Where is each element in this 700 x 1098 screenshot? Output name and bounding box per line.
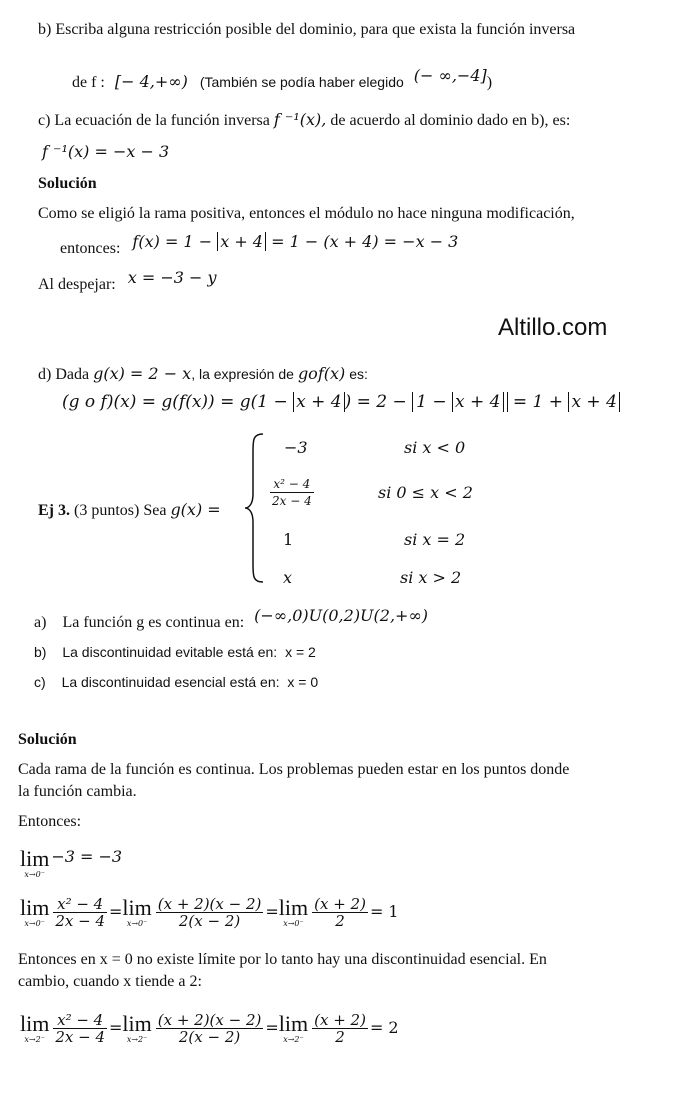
gof-eq-part-2: ) = 2 − xyxy=(344,392,407,412)
gof-eq-part-1: (g o f)(x) = g(f(x)) = g(1 − xyxy=(62,392,288,412)
lim-word: lim xyxy=(20,845,50,871)
gof-eq-abs-3: x + 4 xyxy=(568,392,619,412)
frac-denominator: 2x − 4 xyxy=(55,912,105,930)
item-a-label: a) xyxy=(34,614,47,631)
item-a-value: (−∞,0)U(0,2)U(2,+∞) xyxy=(254,606,429,625)
case-2-condition: si 0 ≤ x < 2 xyxy=(378,483,473,502)
g-definition: g(x) = 2 − x xyxy=(93,364,192,383)
limit-1 xyxy=(20,842,122,880)
frac-numerator: x² − 4 xyxy=(53,896,107,913)
inverse-function-symbol: f ⁻¹(x), xyxy=(273,110,327,129)
part-d-end-text: es: xyxy=(349,366,368,382)
frac-numerator: (x + 2) xyxy=(314,1011,366,1029)
item-b xyxy=(34,642,316,662)
lim-subscript: x→0⁻ xyxy=(126,918,148,928)
solution-heading-2: Solución xyxy=(18,731,77,748)
limit-2 xyxy=(20,892,399,932)
lim-subscript: x→0⁻ xyxy=(24,869,45,879)
part-d-intro xyxy=(38,364,368,385)
equals-sign: = xyxy=(265,1018,279,1037)
domain-note-close: ) xyxy=(486,74,493,91)
frac-numerator: (x + 2)(x − 2) xyxy=(157,1011,262,1029)
lim-subscript: x→0⁻ xyxy=(24,918,45,928)
despejar-line xyxy=(38,268,217,295)
gof-equation xyxy=(62,392,620,412)
f-equation-abs: x + 4 xyxy=(217,232,266,251)
case-4-condition: si x > 2 xyxy=(400,568,462,587)
de-f-label: de f : xyxy=(72,74,105,91)
frac-denominator: 2(x − 2) xyxy=(178,1028,241,1046)
entonces-label: entonces: xyxy=(60,240,121,257)
case-2-value xyxy=(268,476,316,509)
item-c-label: c) xyxy=(34,674,46,690)
ej3-label: Ej 3. xyxy=(38,502,70,519)
lim-word: lim xyxy=(278,1010,309,1036)
frac-numerator: x² − 4 xyxy=(53,1012,107,1029)
solution-2-p2-line2: cambio, cuando x tiende a 2: xyxy=(18,973,202,990)
item-a xyxy=(34,606,429,633)
lim-word: lim xyxy=(20,1010,50,1036)
part-c-question-start: c) La ecuación de la función inversa xyxy=(38,112,270,129)
case-3-value: 1 xyxy=(283,530,294,549)
part-b-question: b) Escriba alguna restricción posible del dominio, para que exista la función inversa xyxy=(38,21,576,38)
limit-1-expression: −3 = −3 xyxy=(51,847,123,866)
frac-denominator: 2(x − 2) xyxy=(178,912,241,930)
lim-word: lim xyxy=(20,894,50,920)
limit-3-result: = 2 xyxy=(369,1018,399,1037)
case-1-value: −3 xyxy=(284,438,308,457)
ej3-points: (3 puntos) Sea xyxy=(74,502,167,519)
case-2-denominator: 2x − 4 xyxy=(272,494,312,508)
solution-heading-1: Solución xyxy=(38,175,97,192)
entonces-label-2: Entonces: xyxy=(18,813,82,830)
item-c xyxy=(34,672,318,692)
solution-2-p1-line1: Cada rama de la función es continua. Los problemas pueden estar en los puntos donde xyxy=(18,761,570,778)
alt-domain-value: (− ∞,−4] xyxy=(413,66,487,85)
domain-note: (También se podía haber elegido xyxy=(199,74,404,90)
lim-word: lim xyxy=(122,894,152,920)
lim-word: lim xyxy=(122,1010,152,1036)
gof-eq-part-4: = 1 + xyxy=(512,392,564,412)
lim-word: lim xyxy=(278,894,309,920)
f-equation-prefix: f(x) = 1 − xyxy=(132,232,213,251)
case-2-numerator: x² − 4 xyxy=(270,476,314,493)
equals-sign: = xyxy=(109,1018,123,1037)
part-d-mid-text: , la expresión de xyxy=(191,366,294,382)
part-c-question xyxy=(38,110,570,131)
case-1-condition: si x < 0 xyxy=(404,438,466,457)
limit-2-result: = 1 xyxy=(369,902,399,921)
item-b-value: x = 2 xyxy=(285,644,316,660)
item-a-text: La función g es continua en: xyxy=(62,614,245,631)
item-b-text: La discontinuidad evitable está en: xyxy=(62,644,278,660)
piecewise-brace xyxy=(243,432,265,584)
lim-subscript: x→2⁻ xyxy=(126,1034,148,1044)
ej3-statement xyxy=(38,500,221,521)
gof-symbol: gof(x) xyxy=(297,364,346,383)
frac-numerator: (x + 2) xyxy=(314,895,366,913)
domain-value: [− 4,+∞) xyxy=(114,72,188,91)
case-4-value: x xyxy=(283,568,293,587)
part-c-question-end: de acuerdo al dominio dado en b), es: xyxy=(330,112,571,129)
part-d-intro-text: d) Dada xyxy=(38,366,90,383)
limit-3 xyxy=(20,1008,399,1048)
lim-subscript: x→2⁻ xyxy=(24,1034,45,1044)
solution-2-p1-line2: la función cambia. xyxy=(18,783,137,800)
frac-denominator: 2 xyxy=(335,912,345,930)
ej3-g: g(x) = xyxy=(170,500,221,519)
item-b-label: b) xyxy=(34,644,47,660)
gof-eq-abs-1: x + 4 xyxy=(293,392,344,412)
despejar-equation: x = −3 − y xyxy=(127,268,217,287)
lim-subscript: x→0⁻ xyxy=(283,918,304,928)
item-c-text: La discontinuidad esencial está en: xyxy=(61,674,280,690)
solution-1-equation-line xyxy=(60,232,459,259)
inverse-answer: f ⁻¹(x) = −x − 3 xyxy=(42,142,170,161)
gof-eq-part-3: 1 − xyxy=(416,392,447,412)
frac-denominator: 2 xyxy=(335,1028,345,1046)
brand-watermark: Altillo.com xyxy=(498,314,608,341)
f-equation-suffix: = 1 − (x + 4) = −x − 3 xyxy=(271,232,459,251)
equals-sign: = xyxy=(265,902,279,921)
solution-1-text: Como se eligió la rama positiva, entonces el módulo no hace ninguna modificación, xyxy=(38,205,575,222)
frac-numerator: (x + 2)(x − 2) xyxy=(157,895,262,913)
equals-sign: = xyxy=(109,902,123,921)
lim-subscript: x→2⁻ xyxy=(283,1034,304,1044)
case-3-condition: si x = 2 xyxy=(404,530,466,549)
part-b-domain-line xyxy=(72,66,493,93)
item-c-value: x = 0 xyxy=(287,674,319,690)
gof-eq-abs-2: x + 4 xyxy=(452,392,503,412)
frac-denominator: 2x − 4 xyxy=(55,1028,105,1046)
solution-2-p2-line1: Entonces en x = 0 no existe límite por lo tanto hay una discontinuidad esencial. En xyxy=(18,951,547,968)
despejar-label: Al despejar: xyxy=(38,276,116,293)
